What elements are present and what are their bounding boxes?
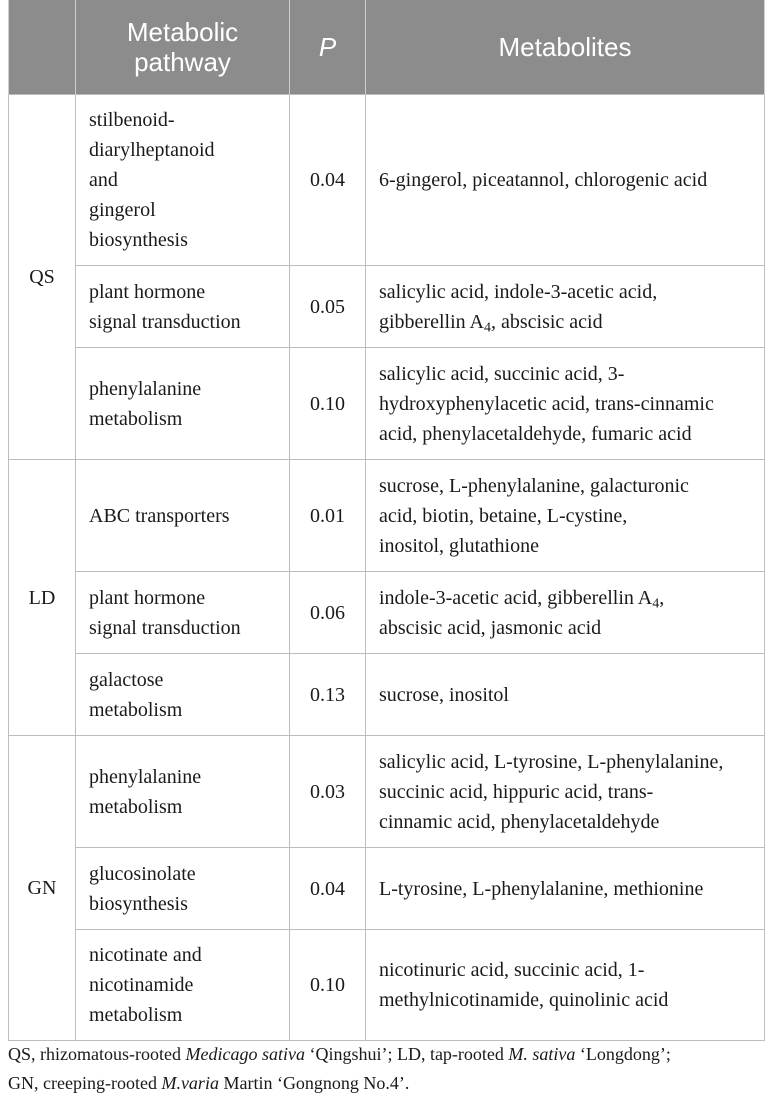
pathway-name: galactose metabolism	[89, 668, 183, 721]
p-value-cell: 0.05	[290, 266, 366, 348]
metabolites-text: indole-3-acetic acid, gibberellin A	[379, 586, 653, 609]
metabolites-text: salicylic acid, succinic acid, 3- hydroxyphenylacetic acid, trans-cinnamic acid, phenylacetaldehyde, fumaric acid	[379, 362, 714, 445]
header-p-value: P	[290, 0, 366, 95]
header-group-blank	[9, 0, 76, 95]
p-value-cell: 0.10	[290, 348, 366, 460]
metabolites-text-cont: , abscisic acid, jasmonic acid	[379, 586, 665, 639]
p-value-cell: 0.01	[290, 460, 366, 572]
pathway-name: stilbenoid- diarylheptanoid and gingerol biosynthesis	[89, 109, 215, 251]
group-label-ld: LD	[9, 460, 76, 736]
table-body	[9, 95, 765, 1041]
table-row	[9, 460, 765, 572]
group-label-qs: QS	[9, 95, 76, 460]
p-value-cell: 0.10	[290, 930, 366, 1041]
pathway-cell	[76, 95, 290, 266]
footnote-line-1	[8, 1040, 768, 1069]
metabolites-cell	[366, 266, 765, 348]
p-value-cell: 0.04	[290, 95, 366, 266]
metabolites-text: sucrose, inositol	[379, 683, 509, 706]
footnote-text: GN, creeping-rooted	[8, 1073, 162, 1093]
pathway-cell	[76, 348, 290, 460]
pathway-cell	[76, 848, 290, 930]
metabolites-text: 6-gingerol, piceatannol, chlorogenic acid	[379, 169, 708, 191]
metabolites-cell	[366, 930, 765, 1041]
table-row	[9, 930, 765, 1041]
metabolites-cell	[366, 848, 765, 930]
pathway-cell	[76, 572, 290, 654]
p-value-cell: 0.13	[290, 654, 366, 736]
pathway-name: phenylalanine metabolism	[89, 765, 202, 818]
pathway-name: phenylalanine metabolism	[89, 377, 202, 430]
table-row	[9, 572, 765, 654]
pathway-name: ABC transporters	[89, 504, 230, 527]
pathway-cell	[76, 654, 290, 736]
header-metabolites: Metabolites	[366, 0, 765, 95]
table-row	[9, 266, 765, 348]
pathway-cell	[76, 266, 290, 348]
footnote-text: Martin ‘Gongnong No.4’.	[218, 1073, 410, 1093]
metabolic-pathway-table	[8, 0, 765, 1041]
metabolites-cell	[366, 348, 765, 460]
pathway-cell	[76, 460, 290, 572]
pathway-name: plant hormone signal transduction	[89, 586, 241, 639]
subscript: 4	[652, 596, 660, 611]
pathway-cell	[76, 736, 290, 848]
table-footnote	[8, 1040, 768, 1098]
p-value-cell: 0.03	[290, 736, 366, 848]
species-name: M. sativa	[508, 1044, 576, 1064]
metabolites-text: sucrose, L-phenylalanine, galacturonic acid, biotin, betaine, L-cystine, inositol, glutathione	[379, 474, 689, 557]
metabolites-cell	[366, 95, 765, 266]
table-row	[9, 848, 765, 930]
table-row	[9, 95, 765, 266]
pathway-name: glucosinolate biosynthesis	[89, 862, 196, 915]
footnote-text: ‘Qingshui’; LD, tap-rooted	[304, 1044, 509, 1064]
metabolites-cell	[366, 572, 765, 654]
metabolites-text-cont: , abscisic acid	[490, 310, 603, 333]
metabolites-cell	[366, 736, 765, 848]
metabolites-cell	[366, 460, 765, 572]
metabolites-text: L-tyrosine, L-phenylalanine, methionine	[379, 877, 704, 900]
species-name: M.varia	[161, 1073, 219, 1093]
metabolites-text: nicotinuric acid, succinic acid, 1- methylnicotinamide, quinolinic acid	[379, 959, 669, 1011]
subscript: 4	[483, 320, 491, 335]
table-row	[9, 348, 765, 460]
footnote-text: QS, rhizomatous-rooted	[8, 1044, 186, 1064]
p-value-cell: 0.06	[290, 572, 366, 654]
metabolites-cell	[366, 654, 765, 736]
group-label-gn: GN	[9, 736, 76, 1041]
metabolites-text: salicylic acid, indole-3-acetic acid, gibberellin A	[379, 280, 658, 333]
header-metabolic-pathway: Metabolic pathway	[76, 0, 290, 95]
pathway-name: plant hormone signal transduction	[89, 280, 241, 333]
table-row	[9, 654, 765, 736]
pathway-name: nicotinate and nicotinamide metabolism	[89, 944, 202, 1026]
table-row	[9, 736, 765, 848]
table-header-row	[9, 0, 765, 95]
footnote-text: ‘Longdong’;	[575, 1044, 671, 1064]
pathway-cell	[76, 930, 290, 1041]
p-value-cell: 0.04	[290, 848, 366, 930]
footnote-line-2	[8, 1069, 768, 1098]
metabolites-text: salicylic acid, L-tyrosine, L-phenylalanine, succinic acid, hippuric acid, trans- cinnamic acid, phenylacetaldehyde	[379, 750, 724, 833]
species-name: Medicago sativa	[185, 1044, 305, 1064]
